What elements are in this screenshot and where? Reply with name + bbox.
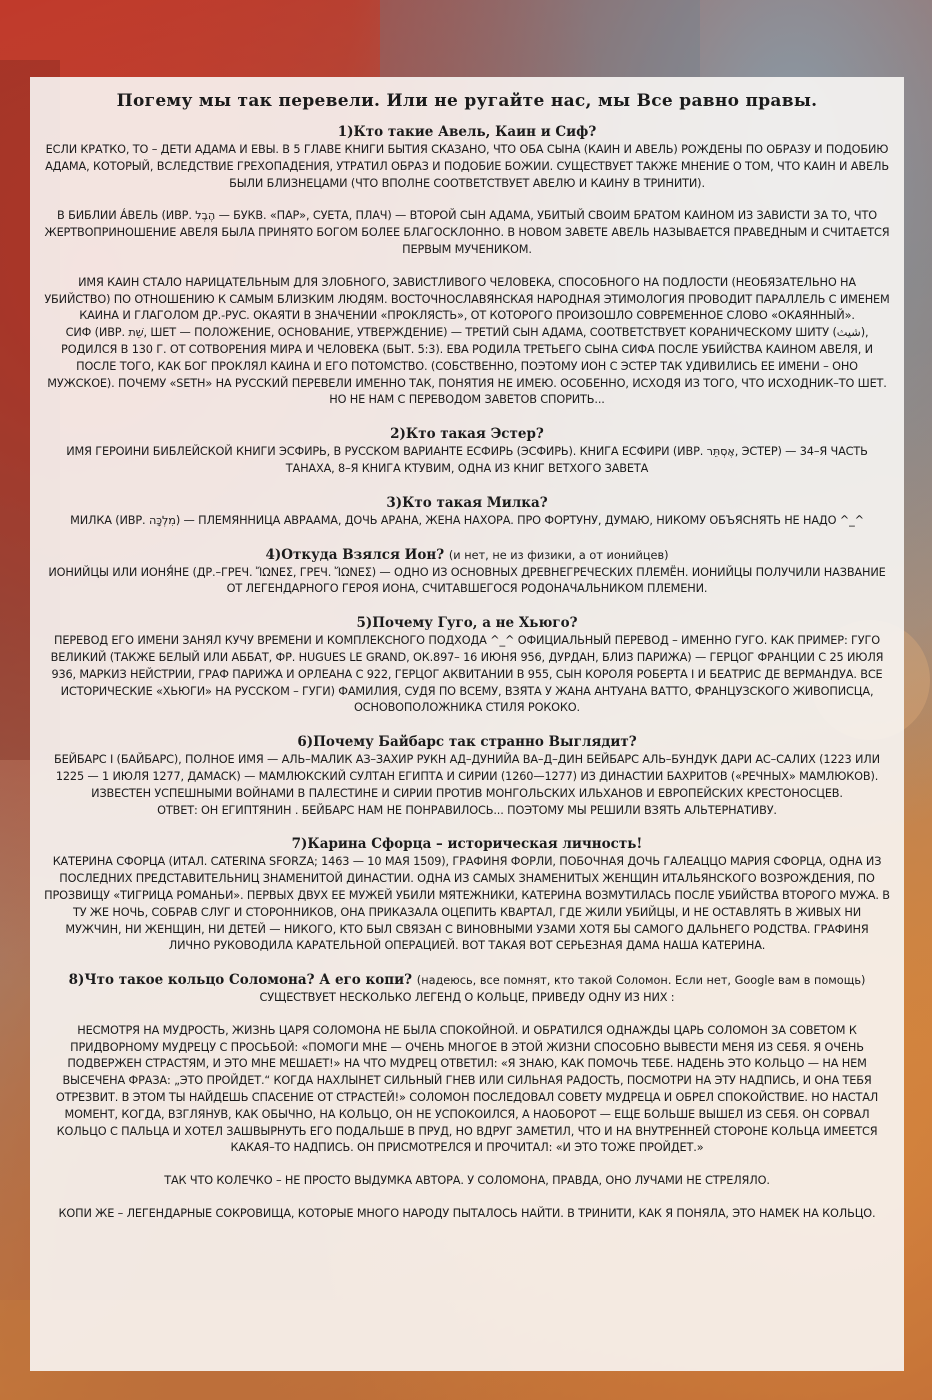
- section-6-heading: 6)Почему Байбарс так странно Выглядит?: [297, 734, 637, 751]
- section-4-heading-aside: (и нет, не из физики, а от ионийцев): [448, 548, 669, 562]
- section-4-paragraph-1: ИОНИЙЦЫ ИЛИ ИОНЯ́НЕ (ДР.–ГРЕЧ. ἼΩΝΕΣ, ГРЕЧ. ἼΩΝΕΣ) — ОДНО ИЗ ОСНОВНЫХ ДРЕВНЕГРЕЧЕСКИХ ПЛЕМЁН. ИОНИЙЦЫ ПОЛУЧИЛИ НАЗВАНИЕ ОТ ЛЕГЕНДАРНОГО ГЕРОЯ ИОНА, СЧИТАВШЕГОСЯ РОДОНАЧАЛЬНИКОМ ПЛЕМЕНИ.: [48, 565, 886, 596]
- section-7-paragraph-1: КАТЕРИНА СФОРЦА (ИТАЛ. CATERINA SFORZA; 1463 — 10 МАЯ 1509), ГРАФИНЯ ФОРЛИ, ПОБОЧНАЯ ДОЧЬ ГАЛЕАЦЦО МАРИЯ СФОРЦА, ОДНА ИЗ ПОСЛЕДНИХ ПРЕДСТАВИТЕЛЬНИЦ ЗНАМЕНИТОЙ ДИНАСТИИ. ОДНА ИЗ САМЫХ ЗНАМЕНИТЫХ ЖЕНЩИН ИТАЛЬЯНСКОГО ВОЗРОЖДЕНИЯ, ПО ПРОЗВИЩУ «ТИГРИЦА РОМАНЬИ». ПЕРВЫХ ДВУХ ЕЕ МУЖЕЙ УБИЛИ МЯТЕЖНИКИ, КАТЕРИНА ВОЗМУТИЛАСЬ ПОСЛЕ УБИЙСТВА ВТОРОГО МУЖА. В ТУ ЖЕ НОЧЬ, СОБРАВ СЛУГ И СТОРОННИКОВ, ОНА ПРИКАЗАЛА ОЦЕПИТЬ КВАРТАЛ, ГДЕ ЖИЛИ УБИЙЦЫ, И НЕ ОСТАВЛЯТЬ В ЖИВЫХ НИ МУЖЧИН, НИ ЖЕНЩИН, НИ ДЕТЕЙ — НИКОГО, КТО БЫЛ СВЯЗАН С ВИНОВНЫМИ УЗАМИ ХОТЯ БЫ САМОГО ДАЛЬНЕГО РОДСТВА. ГРАФИНЯ ЛИЧНО РУКОВОДИЛА КАРАТЕЛЬНОЙ ОПЕРАЦИЕЙ. ВОТ ТАКАЯ ВОТ СЕРЬЕЗНАЯ ДАМА НАША КАТЕРИНА.: [44, 855, 890, 953]
- section-8-heading-aside: (надеюсь, все помнят, кто такой Соломон. Если нет, Google вам в помощь): [416, 974, 866, 988]
- section-1-paragraph-2: В БИБЛИИ ÁВЕЛЬ (ИВР. הֶבֶל — БУКВ. «ПАР», СУЕТА, ПЛАЧ) — ВТОРОЙ СЫН АДАМА, УБИТЫЙ СВОИМ БРАТОМ КАИНОМ ИЗ ЗАВИСТИ ЗА ТО, ЧТО ЖЕРТВОПРИНОШЕНИЕ АВЕЛЯ БЫЛА ПРИНЯТО БОГОМ БОЛЕЕ БЛАГОСКЛОННО. В НОВОМ ЗАВЕТЕ АВЕЛЬ НАЗЫВАЕТСЯ ПРАВЕДНЫМ И СЧИТАЕТСЯ ПЕРВЫМ МУЧЕНИКОМ.: [44, 209, 890, 256]
- section-6-paragraph-1: БЕЙБАРС I (БАЙБАРС), ПОЛНОЕ ИМЯ — АЛЬ–МАЛИК АЗ–ЗАХИР РУКН АД–ДУНИЙА ВА–Д–ДИН БЕЙБАРС АЛЬ–БУНДУК ДАРИ АС–САЛИХ (1223 ИЛИ 1225 — 1 ИЮЛЯ 1277, ДАМАСК) — МАМЛЮКСКИЙ СУЛТАН ЕГИПТА И СИРИИ (1260—1277) ИЗ ДИНАСТИИ БАХРИТОВ («РЕЧНЫХ» МАМЛЮКОВ). ИЗВЕСТЕН УСПЕШНЫМИ ВОЙНАМИ В ПАЛЕСТИНЕ И СИРИИ ПРОТИВ МОНГОЛЬСКИХ ИЛЬХАНОВ И ЕВРОПЕЙСКИХ КРЕСТОНОСЦЕВ.: [54, 753, 880, 800]
- section-8-paragraph-3: ТАК ЧТО КОЛЕЧКО – НЕ ПРОСТО ВЫДУМКА АВТОРА. У СОЛОМОНА, ПРАВДА, ОНО ЛУЧАМИ НЕ СТРЕЛЯЛО.: [164, 1174, 770, 1188]
- section-8-paragraph-2: НЕСМОТРЯ НА МУДРОСТЬ, ЖИЗНЬ ЦАРЯ СОЛОМОНА НЕ БЫЛА СПОКОЙНОЙ. И ОБРАТИЛСЯ ОДНАЖДЫ ЦАРЬ СОЛОМОН ЗА СОВЕТОМ К ПРИДВОРНОМУ МУДРЕЦУ С ПРОСЬБОЙ: «ПОМОГИ МНЕ — ОЧЕНЬ МНОГОЕ В ЭТОЙ ЖИЗНИ СПОСОБНО ВЫВЕСТИ МЕНЯ ИЗ СЕБЯ. Я ОЧЕНЬ ПОДВЕРЖЕН СТРАСТЯМ, И ЭТО МНЕ МЕШАЕТ!» НА ЧТО МУДРЕЦ ОТВЕТИЛ: «Я ЗНАЮ, КАК ПОМОЧЬ ТЕБЕ. НАДЕНЬ ЭТО КОЛЬЦО — НА НЕМ ВЫСЕЧЕНА ФРАЗА: „ЭТО ПРОЙДЕТ.“ КОГДА НАХЛЫНЕТ СИЛЬНЫЙ ГНЕВ ИЛИ СИЛЬНАЯ РАДОСТЬ, ПОСМОТРИ НА ЭТУ НАДПИСЬ, И ОНА ТЕБЯ ОТРЕЗВИТ. В ЭТОМ ТЫ НАЙДЕШЬ СПАСЕНИЕ ОТ СТРАСТЕЙ!» СОЛОМОН ПОСЛЕДОВАЛ СОВЕТУ МУДРЕЦА И ОБРЕЛ СПОКОЙСТВИЕ. НО НАСТАЛ МОМЕНТ, КОГДА, ВЗГЛЯНУВ, КАК ОБЫЧНО, НА КОЛЬЦО, ОН НЕ УСПОКОИЛСЯ, А НАОБОРОТ — ЕЩЕ БОЛЬШЕ ВЫШЕЛ ИЗ СЕБЯ. ОН СОРВАЛ КОЛЬЦО С ПАЛЬЦА И ХОТЕЛ ЗАШВЫРНУТЬ ЕГО ПОДАЛЬШЕ В ПРУД, НО ВДРУГ ЗАМЕТИЛ, ЧТО И НА ВНУТРЕННЕЙ СТОРОНЕ КОЛЬЦА ИМЕЕТСЯ КАКАЯ–ТО НАДПИСЬ. ОН ПРИСМОТРЕЛСЯ И ПРОЧИТАЛ: «И ЭТО ТОЖЕ ПРОЙДЕТ.»: [55, 1023, 879, 1155]
- section-8-heading: [44, 971, 890, 990]
- bg-building-shape: [380, 0, 700, 80]
- text-panel: [30, 77, 904, 1371]
- section-6-paragraph-2: ОТВЕТ: ОН ЕГИПТЯНИН . БЕЙБАРС НАМ НЕ ПОНРАВИЛОСЬ... ПОЭТОМУ МЫ РЕШИЛИ ВЗЯТЬ АЛЬТЕРНАТИВУ.: [157, 803, 777, 817]
- page-title: Погему мы так перевели. Или не ругайте нас, мы Все равно правы.: [116, 91, 818, 111]
- section-1-heading: 1)Кто такие Авель, Каин и Сиф?: [337, 124, 597, 140]
- section-7-heading: 7)Карина Сфорца – историческая личность!: [291, 836, 643, 853]
- section-8-paragraph-1: СУЩЕСТВУЕТ НЕСКОЛЬКО ЛЕГЕНД О КОЛЬЦЕ, ПРИВЕДУ ОДНУ ИЗ НИХ :: [259, 991, 675, 1005]
- section-5-heading: 5)Почему Гуго, а не Хьюго?: [356, 615, 578, 632]
- section-2-paragraph-1: ИМЯ ГЕРОИНИ БИБЛЕЙСКОЙ КНИГИ ЭСФИРЬ, В РУССКОМ ВАРИАНТЕ ЕСФИРЬ (ЭСФИРЬ). КНИГА ЕСФИРИ (ИВР. אֶסְתֵּר, ЭСТЕР) — 34–Я ЧАСТЬ ТАНАХА, 8–Я КНИГА КТУВИМ, ОДНА ИЗ КНИГ ВЕТХОГО ЗАВЕТА: [66, 445, 868, 475]
- section-1-paragraph-1: ЕСЛИ КРАТКО, ТО – ДЕТИ АДАМА И ЕВЫ. В 5 ГЛАВЕ КНИГИ БЫТИЯ СКАЗАНО, ЧТО ОБА СЫНА (КАИН И АВЕЛЬ) РОЖДЕНЫ ПО ОБРАЗУ И ПОДОБИЮ АДАМА, КОТОРЫЙ, ВСЛЕДСТВИЕ ГРЕХОПАДЕНИЯ, УТРАТИЛ ОБРАЗ И ПОДОБИЕ БОЖИИ. СУЩЕСТВУЕТ ТАКЖЕ МНЕНИЕ О ТОМ, ЧТО КАИН И АВЕЛЬ БЫЛИ БЛИЗНЕЦАМИ (ЧТО ВПОЛНЕ СООТВЕТСТВУЕТ АВЕЛЮ И КАИНУ В ТРИНИТИ).: [45, 143, 889, 190]
- section-5-paragraph-1: ПЕРЕВОД ЕГО ИМЕНИ ЗАНЯЛ КУЧУ ВРЕМЕНИ И КОМПЛЕКСНОГО ПОДХОДА ^_^ ОФИЦИАЛЬНЫЙ ПЕРЕВОД – ИМЕННО ГУГО. КАК ПРИМЕР: ГУГО ВЕЛИКИЙ (ТАКЖЕ БЕЛЫЙ ИЛИ АББАТ, ФР. HUGUES LE GRAND, ОК.897– 16 ИЮНЯ 956, ДУРДАН, БЛИЗ ПАРИЖА) — ГЕРЦОГ ФРАНЦИИ С 25 ИЮЛЯ 936, МАРКИЗ НЕЙСТРИИ, ГРАФ ПАРИЖА И ОРЛЕАНА С 922, ГЕРЦОГ АКВИТАНИИ В 955, СЫН КОРОЛЯ РОБЕРТА I И БЕАТРИС ДЕ ВЕРМАНДУА. ВСЕ ИСТОРИЧЕСКИЕ «ХЬЮГИ» НА РУССКОМ – ГУГИ) ФАМИЛИЯ, СУДЯ ПО ВСЕМУ, ВЗЯТА У ЖАНА АНТУАНА ВАТТО, ФРАНЦУЗСКОГО ЖИВОПИСЦА, ОСНОВОПОЛОЖНИКА СТИЛЯ РОКОКО.: [50, 634, 884, 715]
- section-4-heading: [44, 546, 890, 565]
- section-1-paragraph-4: СИФ (ИВР. שֵׁת, ШЕТ — ПОЛОЖЕНИЕ, ОСНОВАНИЕ, УТВЕРЖДЕНИЕ) — ТРЕТИЙ СЫН АДАМА, СООТВЕТСТВУЕТ КОРАНИЧЕСКОМУ ШИТУ (شيث), РОДИЛСЯ В 130 Г. ОТ СОТВОРЕНИЯ МИРА И ЧЕЛОВЕКА (БЫТ. 5:3). ЕВА РОДИЛА ТРЕТЬЕГО СЫНА СИФА ПОСЛЕ УБИЙСТВА КАИНОМ АВЕЛЯ, И ПОСЛЕ ТОГО, КАК БОГ ПРОКЛЯЛ КАИНА И ЕГО ПОТОМСТВО. (СОБСТВЕННО, ПОЭТОМУ ИОН С ЭСТЕР ТАК УДИВИЛИСЬ ЕЕ ИМЕНИ – ОНО МУЖСКОЕ). ПОЧЕМУ «SETH» НА РУССКИЙ ПЕРЕВЕЛИ ИМЕННО ТАК, ПОНЯТИЯ НЕ ИМЕЮ. ОСОБЕННО, ИСХОДЯ ИЗ ТОГО, ЧТО ИСХОДНИК–ТО ШЕТ. НО НЕ НАМ С ПЕРЕВОДОМ ЗАВЕТОВ СПОРИТЬ...: [47, 326, 887, 407]
- section-8-paragraph-4: КОПИ ЖЕ – ЛЕГЕНДАРНЫЕ СОКРОВИЩА, КОТОРЫЕ МНОГО НАРОДУ ПЫТАЛОСЬ НАЙТИ. В ТРИНИТИ, КАК Я ПОНЯЛА, ЭТО НАМЕК НА КОЛЬЦО.: [58, 1207, 876, 1221]
- section-4-heading-text: 4)Откуда Взялся Ион?: [265, 546, 445, 563]
- section-1-paragraph-3: ИМЯ КАИН СТАЛО НАРИЦАТЕЛЬНЫМ ДЛЯ ЗЛОБНОГО, ЗАВИСТЛИВОГО ЧЕЛОВЕКА, СПОСОБНОГО НА ПОДЛОСТИ (НЕОБЯЗАТЕЛЬНО НА УБИЙСТВО) ПО ОТНОШЕНИЮ К САМЫМ БЛИЗКИМ ЛЮДЯМ. ВОСТОЧНОСЛАВЯНСКАЯ НАРОДНАЯ ЭТИМОЛОГИЯ ПРОВОДИТ ПАРАЛЛЕЛЬ С ИМЕНЕМ КАИНА И ГЛАГОЛОМ ДР.-РУС. ОКАЯТИ В ЗНАЧЕНИИ «ПРОКЛЯСТЬ», ОТ КОТОРОГО ПРОИЗОШЛО СОВРЕМЕННОЕ СЛОВО «ОКАЯННЫЙ».: [44, 275, 890, 323]
- section-8-heading-text: 8)Что такое кольцо Соломона? А его копи?: [68, 972, 413, 989]
- section-2-heading: 2)Кто такая Эстер?: [390, 426, 544, 443]
- section-3-heading: 3)Кто такая Милка?: [386, 494, 548, 511]
- section-3-paragraph-1: МИЛКА (ИВР. מִלְכָּה) — ПЛЕМЯННИЦА АВРААМА, ДОЧЬ АРАНА, ЖЕНА НАХОРА. ПРО ФОРТУНУ, ДУМАЮ, НИКОМУ ОБЪЯСНЯТЬ НЕ НАДО ^_^: [70, 513, 864, 527]
